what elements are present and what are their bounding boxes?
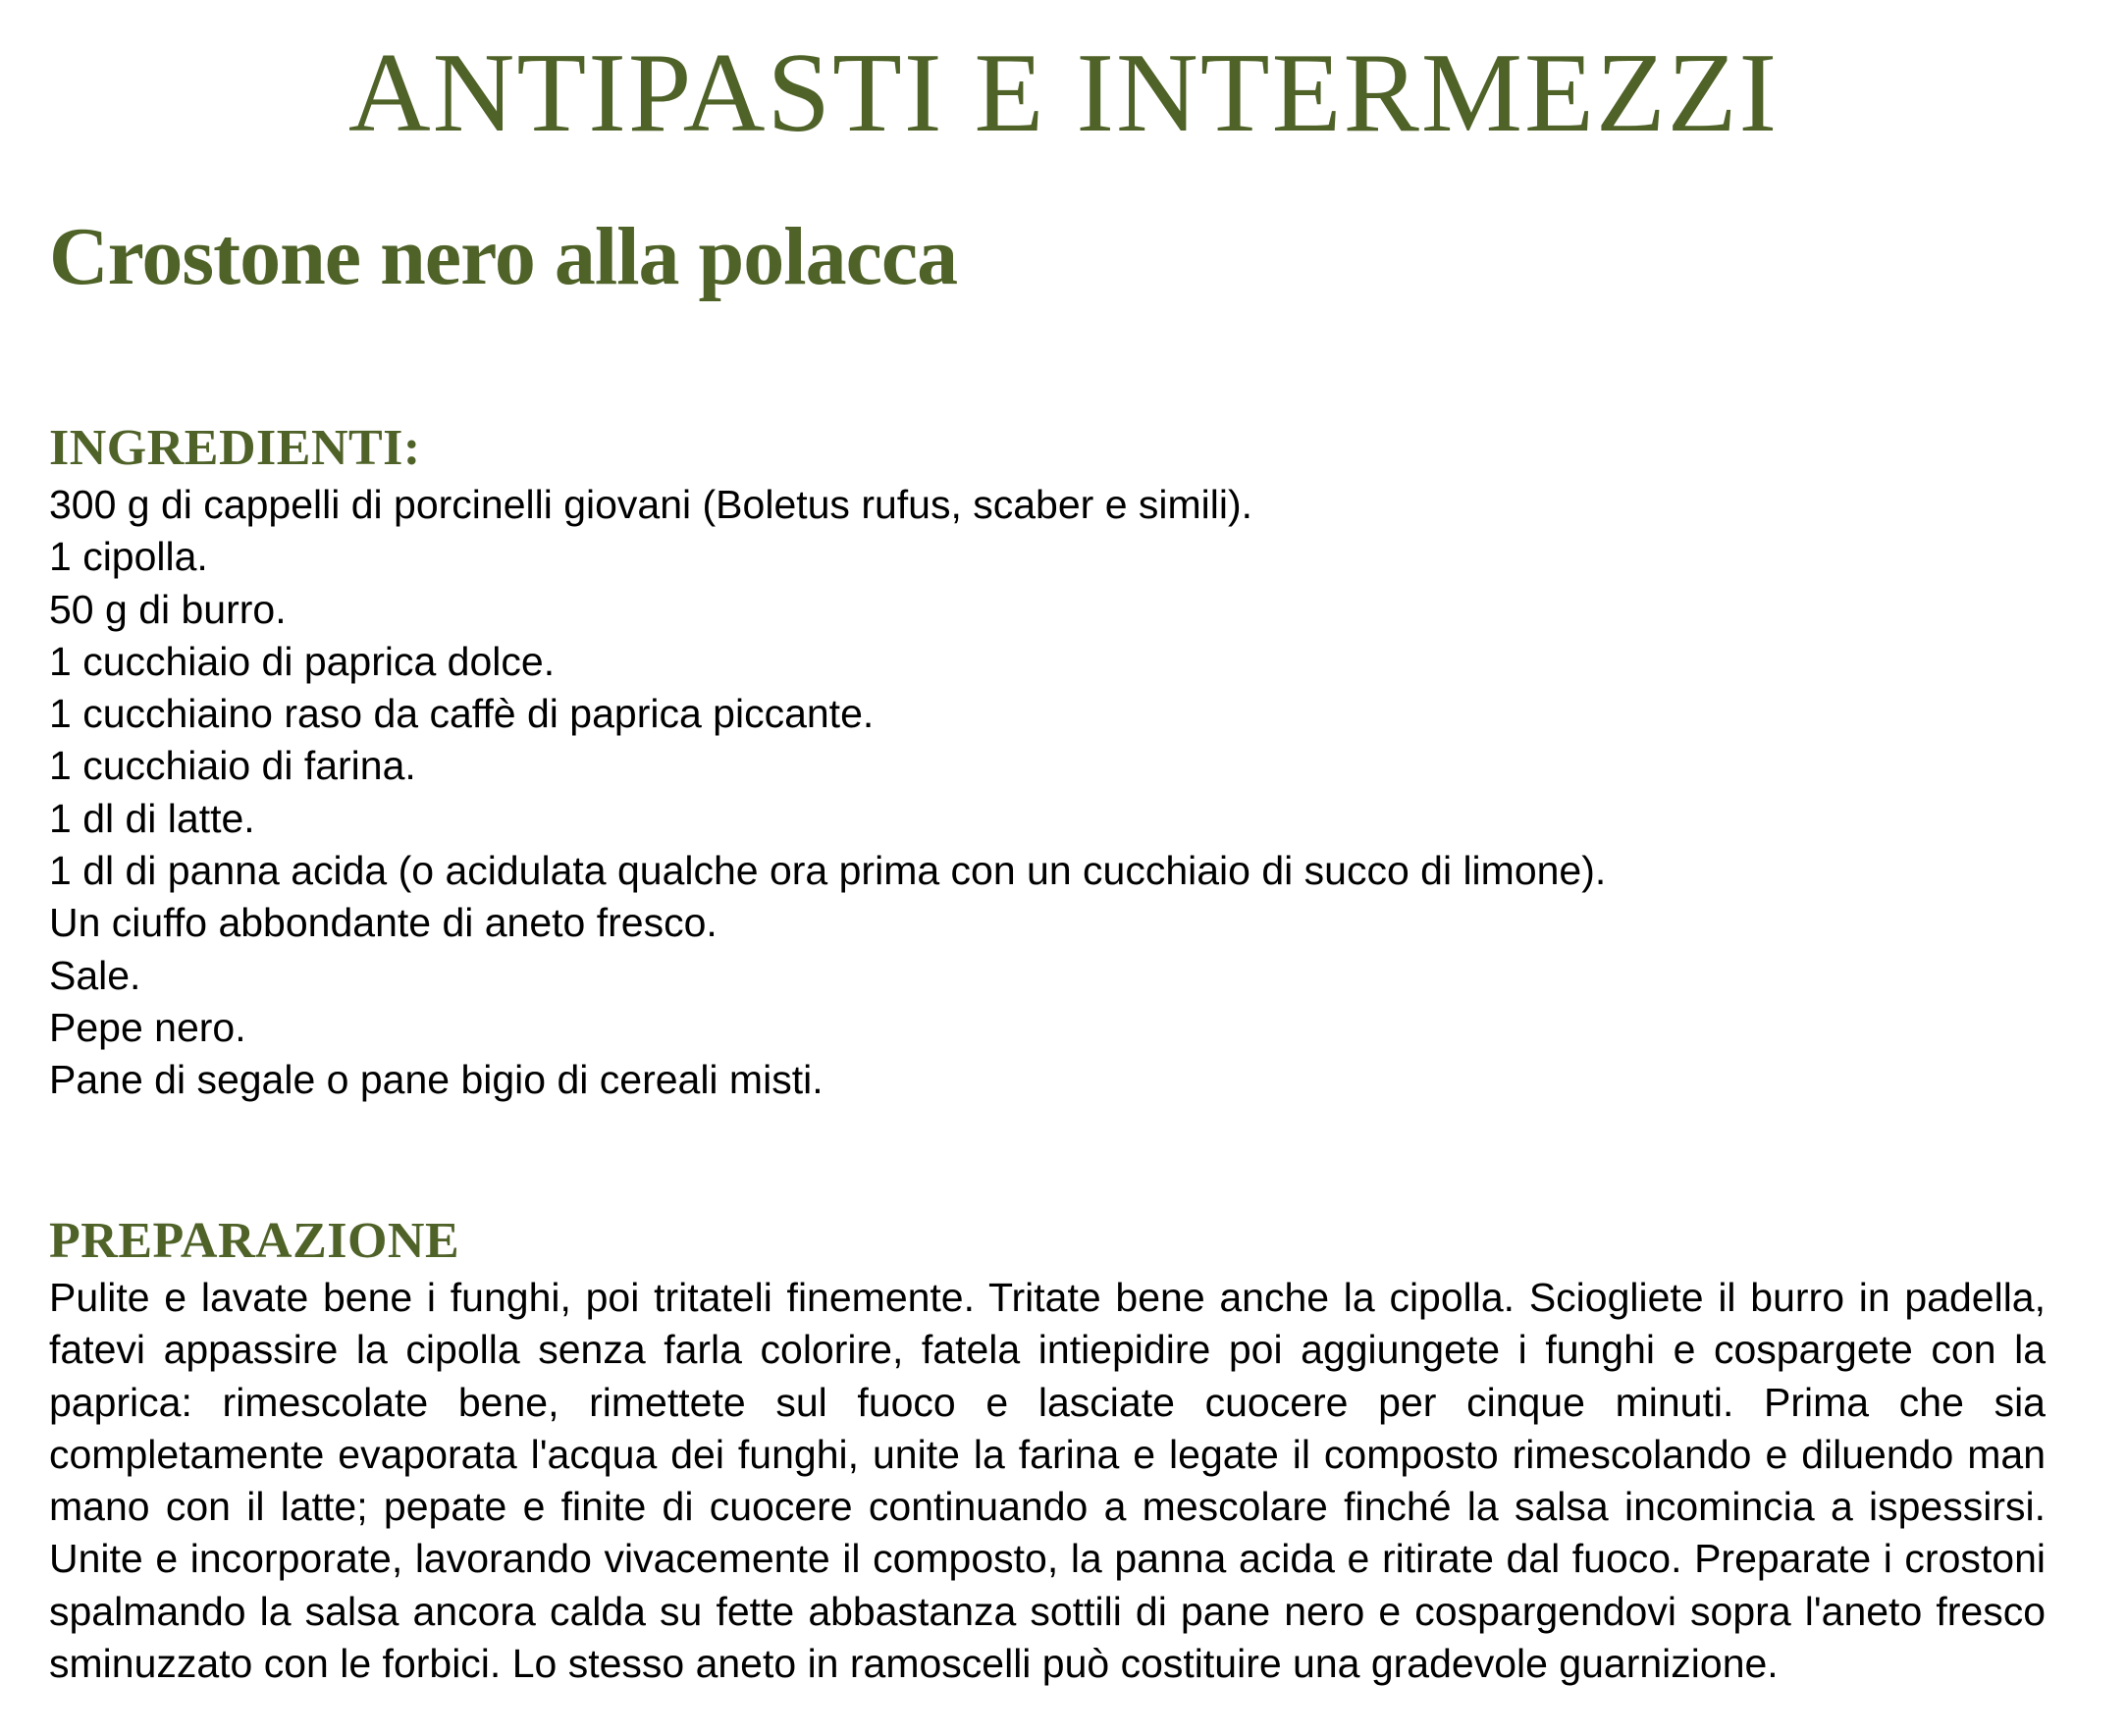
ingredients-list (49, 479, 1606, 1107)
ingredient-item: 1 cucchiaio di farina. (49, 743, 416, 789)
ingredient-item: 1 cucchiaio di paprica dolce. (49, 638, 556, 684)
ingredient-item: Pepe nero. (49, 1004, 246, 1050)
preparation-heading: PREPARAZIONE (49, 1213, 460, 1269)
ingredient-item: Un ciuffo abbondante di aneto fresco. (49, 900, 718, 946)
section-title: ANTIPASTI E INTERMEZZI (347, 30, 1780, 156)
recipe-title: Crostone nero alla polacca (49, 211, 958, 302)
ingredients-heading: INGREDIENTI: (49, 420, 421, 476)
ingredient-item: 1 dl di panna acida (o acidulata qualche ora prima con un cucchiaio di succo di limone). (49, 848, 1607, 894)
ingredient-item: 300 g di cappelli di porcinelli giovani (Boletus rufus, scaber e simili). (49, 482, 1253, 527)
ingredient-item: 1 cucchiaino raso da caffè di paprica piccante. (49, 691, 875, 737)
ingredient-item: 1 cipolla. (49, 534, 208, 580)
ingredient-item: 1 dl di latte. (49, 795, 255, 841)
preparation-text: Pulite e lavate bene i funghi, poi tritateli finemente. Tritate bene anche la cipolla. Sciogliete il burro in padella, fatevi appassire la cipolla senza farla colorire, fatela intiepidire poi aggiungete i funghi e cospargete con la paprica: rimescolate bene, rimettete sul fuoco e lasciate cuocere per cinque minuti. Prima che sia completamente evaporata l'acqua dei funghi, unite la farina e legate il composto rimescolando e diluendo man mano con il latte; pepate e finite di cuocere continuando a mescolare finché la salsa incomincia a ispessirsi. Unite e incorporate, lavorando vivacemente il composto, la panna acida e ritirate dal fuoco. Preparate i crostoni spalmando la salsa ancora calda su fette abbastanza sottili di pane nero e cospargendovi sopra l'aneto fresco sminuzzato con le forbici. Lo stesso aneto in ramoscelli può costituire una gradevole guarnizione. (49, 1275, 2046, 1687)
ingredient-item: 50 g di burro. (49, 586, 287, 632)
ingredient-item: Sale. (49, 952, 141, 998)
ingredient-item: Pane di segale o pane bigio di cereali misti. (49, 1057, 824, 1103)
